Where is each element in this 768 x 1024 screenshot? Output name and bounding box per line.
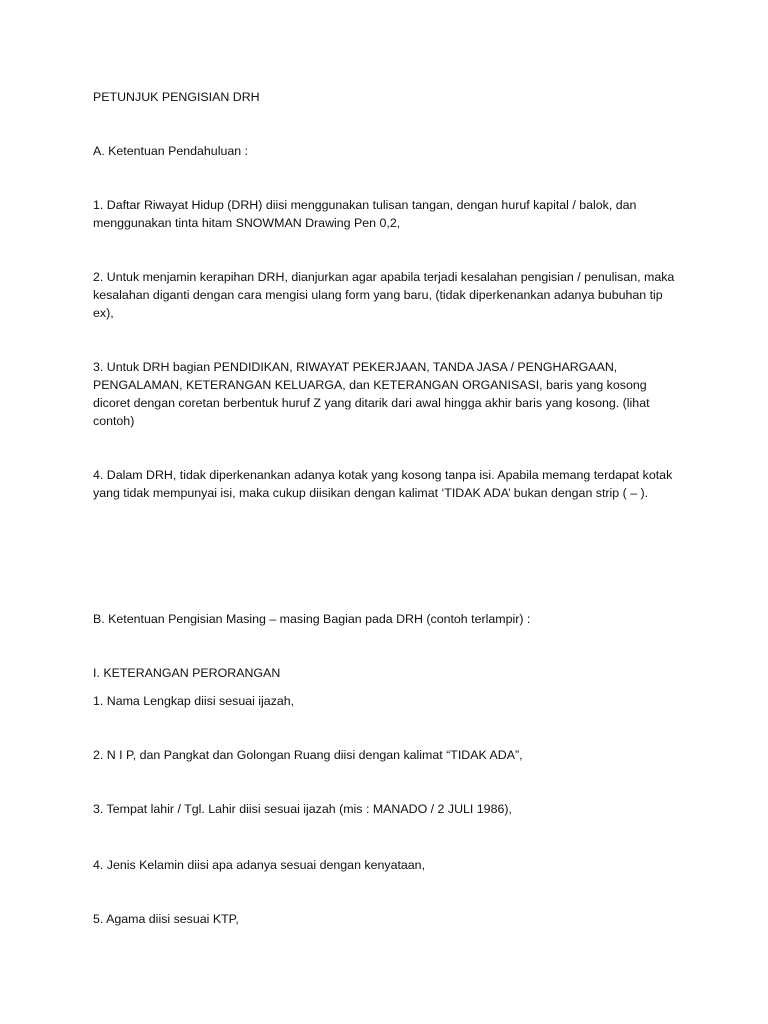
document-title: PETUNJUK PENGISIAN DRH (93, 90, 260, 104)
section-b-item-3: 3. Tempat lahir / Tgl. Lahir diisi sesuai ijazah (mis : MANADO / 2 JULI 1986), (93, 802, 512, 816)
section-a-item-3: 3. Untuk DRH bagian PENDIDIKAN, RIWAYAT PEKERJAAN, TANDA JASA / PENGHARGAAN, PENGALAMAN, KETERANGAN KELUARGA, dan KETERANGAN ORGANISASI, baris yang kosong dicoret dengan coretan berbentuk huruf Z yang ditarik dari awal hingga akhir baris yang kosong. (lihat contoh) (93, 360, 650, 428)
section-b-item-4: 4. Jenis Kelamin diisi apa adanya sesuai dengan kenyataan, (93, 858, 426, 872)
section-b-heading: B. Ketentuan Pengisian Masing – masing Bagian pada DRH (contoh terlampir) : (93, 612, 531, 626)
section-b-subheading: I. KETERANGAN PERORANGAN (93, 666, 281, 680)
section-a-item-2: 2. Untuk menjamin kerapihan DRH, dianjurkan agar apabila terjadi kesalahan pengisian / penulisan, maka kesalahan diganti dengan cara mengisi ulang form yang baru, (tidak diperkenankan adanya bubuhan tip ex), (93, 270, 675, 320)
section-a-item-1: 1. Daftar Riwayat Hidup (DRH) diisi menggunakan tulisan tangan, dengan huruf kapital / balok, dan menggunakan tinta hitam SNOWMAN Drawing Pen 0,2, (93, 198, 637, 230)
section-a-item-4: 4. Dalam DRH, tidak diperkenankan adanya kotak yang kosong tanpa isi. Apabila memang terdapat kotak yang tidak mempunyai isi, maka cukup diisikan dengan kalimat ‘TIDAK ADA’ bukan dengan strip ( – ). (93, 468, 673, 500)
section-b-item-1: 1. Nama Lengkap diisi sesuai ijazah, (93, 694, 295, 708)
section-a-heading: A. Ketentuan Pendahuluan : (93, 144, 249, 158)
section-b-item-5: 5. Agama diisi sesuai KTP, (93, 912, 239, 926)
section-b-item-2: 2. N I P, dan Pangkat dan Golongan Ruang diisi dengan kalimat “TIDAK ADA”, (93, 748, 523, 762)
